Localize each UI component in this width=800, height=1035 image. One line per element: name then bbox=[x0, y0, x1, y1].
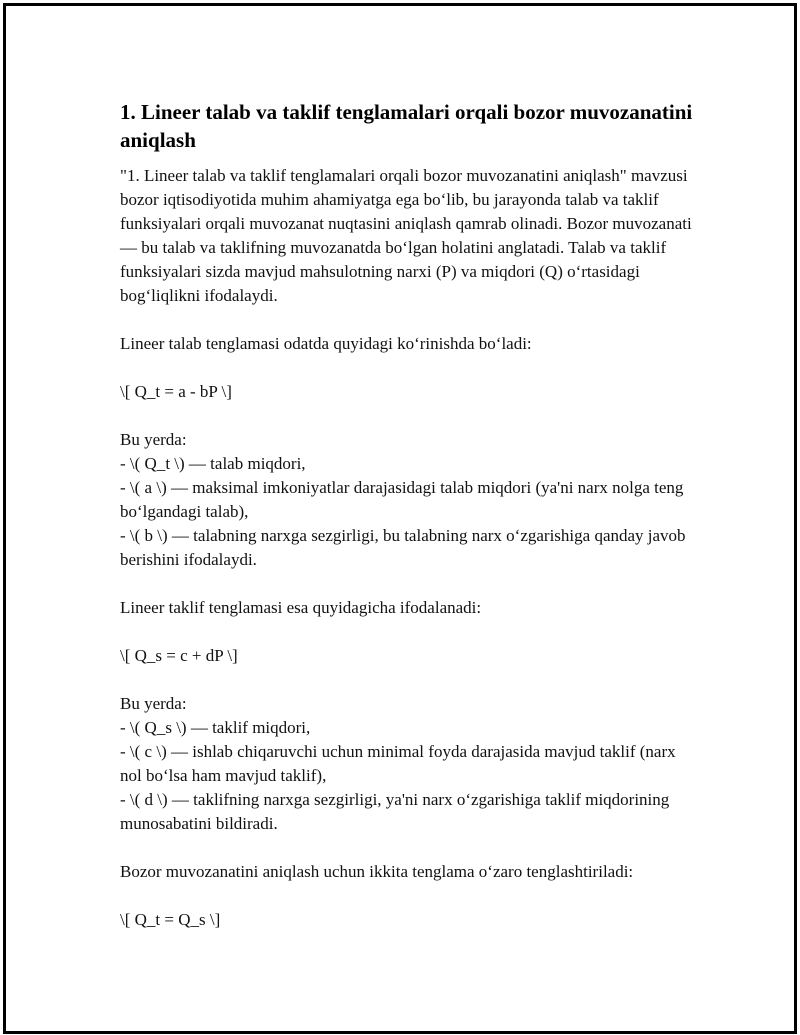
spacer bbox=[120, 308, 700, 332]
list-item: - \( Q_s \) — taklif miqdori, bbox=[120, 718, 311, 737]
spacer bbox=[120, 836, 700, 860]
spacer bbox=[120, 356, 700, 380]
page-frame bbox=[3, 3, 797, 1034]
spacer bbox=[120, 884, 700, 908]
demand-intro: Lineer talab tenglamasi odatda quyidagi ko‘rinishda bo‘ladi: bbox=[120, 334, 532, 353]
equilibrium-formula: \[ Q_t = Q_s \] bbox=[120, 910, 221, 929]
list-item: - \( Q_t \) — talab miqdori, bbox=[120, 454, 306, 473]
demand-formula: \[ Q_t = a - bP \] bbox=[120, 382, 232, 401]
spacer bbox=[120, 620, 700, 644]
intro-paragraph: "1. Lineer talab va taklif tenglamalari orqali bozor muvozanatini aniqlash" mavzusi bozor iqtisodiyotida muhim ahamiyatga ega bo‘lib, bu jarayonda talab va taklif funksiyalari orqali muvozanat nuqtasini aniqlash qamrab olinadi. Bozor muvozanati — bu talab va taklifning muvozanatda bo‘lgan holatini anglatadi. Talab va taklif funksiyalari sizda mavjud mahsulotning narxi (P) va miqdori (Q) o‘rtasidagi bog‘liqlikni ifodalaydi. bbox=[120, 166, 692, 305]
document-content bbox=[120, 98, 700, 932]
spacer bbox=[120, 404, 700, 428]
document-title: 1. Lineer talab va taklif tenglamalari orqali bozor muvozanatini aniqlash bbox=[120, 100, 693, 152]
supply-intro: Lineer taklif tenglamasi esa quyidagicha ifodalanadi: bbox=[120, 598, 482, 617]
spacer bbox=[120, 668, 700, 692]
spacer bbox=[120, 572, 700, 596]
list-item: - \( c \) — ishlab chiqaruvchi uchun minimal foyda darajasida mavjud taklif (narx nol bo‘lsa ham mavjud taklif), bbox=[120, 742, 676, 785]
supply-where-label: Bu yerda: bbox=[120, 694, 187, 713]
list-item: - \( b \) — talabning narxga sezgirligi, bu talabning narx o‘zgarishiga qanday javob berishini ifodalaydi. bbox=[120, 526, 686, 569]
demand-where-label: Bu yerda: bbox=[120, 430, 187, 449]
equilibrium-intro: Bozor muvozanatini aniqlash uchun ikkita tenglama o‘zaro tenglashtiriladi: bbox=[120, 862, 634, 881]
list-item: - \( d \) — taklifning narxga sezgirligi, ya'ni narx o‘zgarishiga taklif miqdorining munosabatini bildiradi. bbox=[120, 790, 670, 833]
supply-formula: \[ Q_s = c + dP \] bbox=[120, 646, 238, 665]
list-item: - \( a \) — maksimal imkoniyatlar darajasidagi talab miqdori (ya'ni narx nolga teng bo‘lgandagi talab), bbox=[120, 478, 684, 521]
